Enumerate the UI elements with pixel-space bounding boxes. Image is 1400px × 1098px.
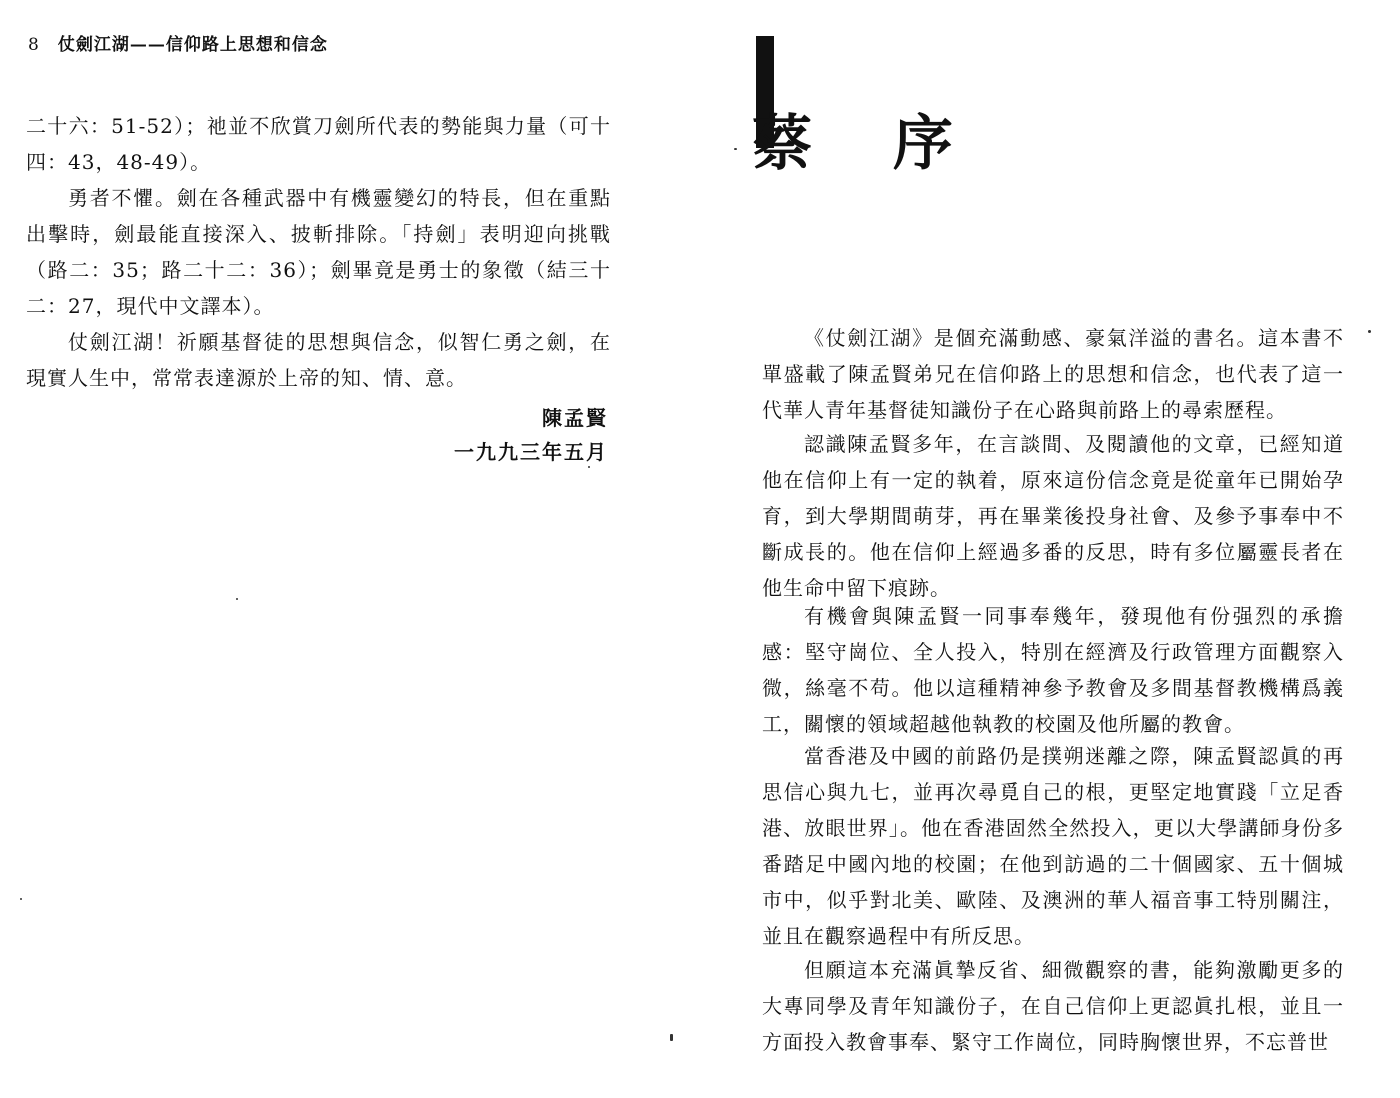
paragraph: 仗劍江湖！祈願基督徒的思想與信念，似智仁勇之劍，在現實人生中，常常表達源於上帝的知、情、意。	[26, 330, 611, 390]
right-page	[700, 0, 1400, 1098]
scan-speck	[670, 1034, 673, 1041]
paragraph: 認識陳孟賢多年，在言談間、及閱讀他的文章，已經知道他在信仰上有一定的執着，原來這份信念竟是從童年已開始孕育，到大學期間萌芽，再在畢業後投身社會、及參予事奉中不斷成長的。他在信仰上經過多番的反思，時有多位屬靈長者在他生命中留下痕跡。	[762, 432, 1344, 600]
page-number: 8	[28, 35, 40, 55]
paragraph: 《仗劍江湖》是個充滿動感、豪氣洋溢的書名。這本書不單盛載了陳孟賢弟兄在信仰路上的思想和信念，也代表了這一代華人青年基督徒知識份子在心路與前路上的尋索歷程。	[762, 326, 1344, 422]
paragraph: 當香港及中國的前路仍是撲朔迷離之際，陳孟賢認眞的再思信心與九七，並再次尋覓自己的根，更堅定地實踐「立足香港、放眼世界」。他在香港固然全然投入，更以大學講師身份多番踏足中國內地的校園；在他到訪過的二十個國家、五十個城市中，似乎對北美、歐陸、及澳洲的華人福音事工特別關注，並且在觀察過程中有所反思。	[762, 744, 1344, 948]
author-signature: 陳孟賢	[542, 406, 608, 430]
scan-speck	[588, 466, 590, 468]
scan-speck	[236, 598, 238, 600]
paragraph: 但願這本充滿眞摯反省、細微觀察的書，能夠激勵更多的大專同學及青年知識份子，在自己信仰上更認眞扎根，並且一方面投入教會事奉、緊守工作崗位，同時胸懷世界，不忘普世	[762, 958, 1344, 1054]
chapter-title: 蔡 序	[752, 109, 983, 179]
running-head	[28, 30, 328, 55]
scan-speck	[734, 148, 737, 150]
running-head-title: 仗劍江湖——信仰路上思想和信念	[57, 35, 328, 55]
scan-speck	[20, 898, 22, 900]
scan-speck	[1368, 330, 1371, 333]
paragraph: 二十六：51-52）；祂並不欣賞刀劍所代表的勢能與力量（可十四：43，48-49）。	[26, 114, 611, 174]
signature-date: 一九九三年五月	[454, 440, 608, 464]
paragraph: 有機會與陳孟賢一同事奉幾年，發現他有份强烈的承擔感：堅守崗位、全人投入，特別在經濟及行政管理方面觀察入微，絲毫不苟。他以這種精神參予教會及多間基督教機構爲義工，關懷的領域超越他執教的校園及他所屬的教會。	[762, 604, 1344, 736]
paragraph: 勇者不懼。劍在各種武器中有機靈變幻的特長，但在重點出擊時，劍最能直接深入、披斬排除。「持劍」表明迎向挑戰（路二：35；路二十二：36）；劍畢竟是勇士的象徵（結三十二：27，現代中文譯本）。	[26, 186, 611, 318]
